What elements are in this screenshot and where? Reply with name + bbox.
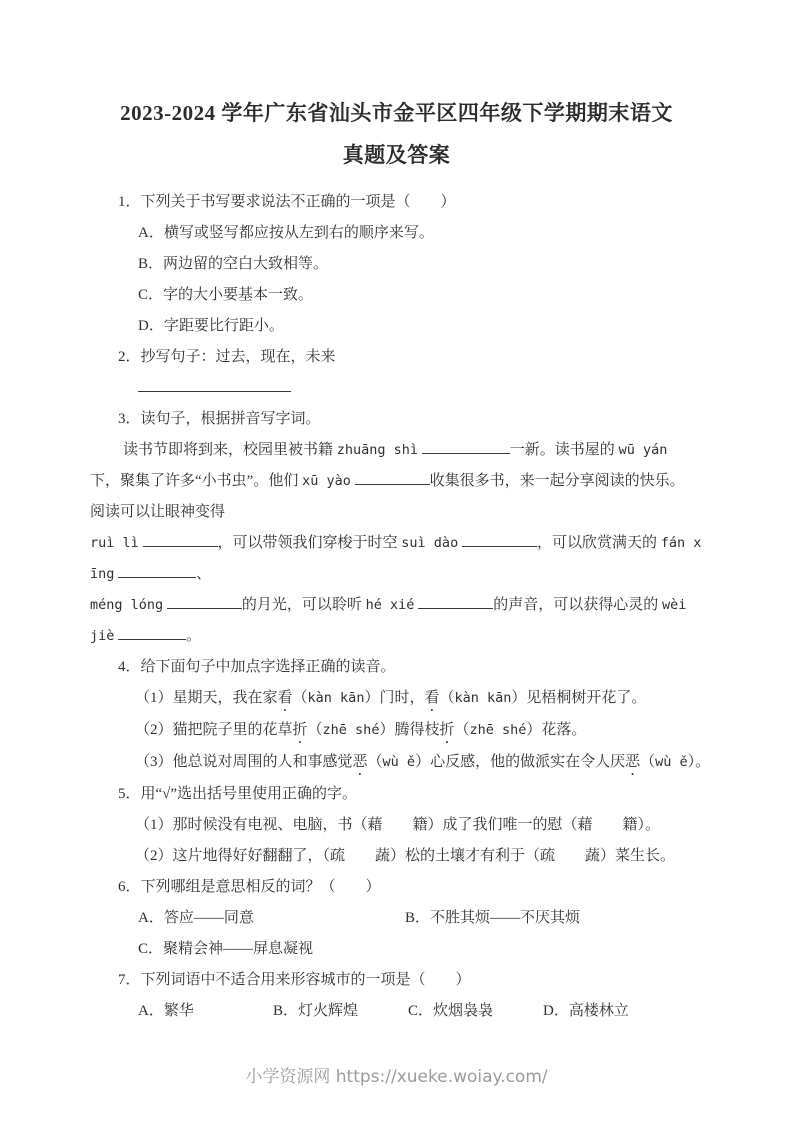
question-line	[90, 342, 707, 373]
text-run: （	[454, 722, 470, 738]
pinyin-run: zhē shé	[469, 722, 527, 738]
answer-blank	[355, 470, 430, 485]
option-line	[90, 249, 707, 280]
question-line	[90, 187, 707, 218]
text-run: （2）猫把院子里的花草	[135, 722, 293, 738]
option-line	[90, 934, 707, 965]
dotted-char: 折	[292, 722, 308, 738]
paragraph-line	[90, 621, 707, 652]
pinyin-run: wū yán	[618, 442, 668, 458]
question-line	[90, 779, 707, 810]
text-run: ）腾得枝	[379, 722, 440, 738]
sub-item-line	[90, 683, 707, 715]
dotted-char: 恶	[352, 754, 368, 770]
text-run: （	[439, 690, 455, 706]
text-run: B．不胜其烦——不厌其烦	[405, 910, 581, 926]
pinyin-run: kàn kān	[454, 690, 512, 706]
answer-blank	[422, 439, 510, 454]
text-run: 2．抄写句子：过去，现在，未来	[118, 349, 336, 365]
text-run: D．高楼林立	[543, 1003, 629, 1019]
sub-item-line	[90, 715, 707, 747]
answer-blank	[167, 594, 242, 609]
dotted-char: 看	[277, 690, 293, 706]
pinyin-run: kàn kān	[307, 690, 365, 706]
answer-blank	[418, 594, 493, 609]
text-run: （	[307, 722, 323, 738]
text-run: 下，聚集了许多“小书虫”。他们	[90, 473, 303, 489]
text-run: （1）星期天，我在家	[135, 690, 278, 706]
dotted-char: 看	[424, 690, 440, 706]
question-line	[90, 404, 707, 435]
text-run: 。	[186, 628, 202, 644]
text-run: 7．下列词语中不适合用来形容城市的一项是（ ）	[118, 972, 471, 988]
text-run: C．聚精会神——屏息凝视	[138, 941, 314, 957]
footer-source-text: 小学资源网 https://xueke.woiay.com/	[245, 1067, 548, 1087]
sub-item-line	[90, 841, 707, 872]
exam-title-line-1: 2023-2024 学年广东省汕头市金平区四年级下学期期末语文	[120, 101, 673, 125]
pinyin-run: suì dào	[401, 535, 459, 551]
text-run: 5．用“√”选出括号里使用正确的字。	[118, 786, 358, 802]
text-run: 1．下列关于书写要求说法不正确的一项是（ ）	[118, 194, 456, 210]
pinyin-run: ruì lì	[90, 535, 139, 551]
pinyin-run: wù ě	[382, 754, 416, 770]
pinyin-run: zhē shé	[322, 722, 380, 738]
answer-blank	[118, 625, 186, 640]
pinyin-run: īng	[90, 566, 115, 582]
option-line	[90, 280, 707, 311]
text-run: A．繁华	[138, 1003, 194, 1019]
option-line	[90, 903, 707, 934]
question-line	[90, 872, 707, 903]
text-run: （	[367, 754, 383, 770]
exam-title	[0, 0, 793, 176]
text-run: （2）这片地得好好翻翻了，（疏 蔬）松的土壤才有利于（疏 蔬）菜生长。	[135, 848, 676, 864]
text-run: 3．读句子，根据拼音写字词。	[118, 411, 321, 427]
text-run: ）心反感，他的做派实在令人厌	[415, 754, 626, 770]
text-run: ，可以欣赏满天的	[536, 535, 661, 551]
pinyin-run: méng lóng	[90, 597, 164, 613]
option-line	[90, 218, 707, 249]
text-run: D．字距要比行距小。	[138, 318, 284, 334]
paragraph-first-line	[90, 435, 707, 466]
paragraph-line	[90, 497, 707, 528]
pinyin-run: wù ě	[655, 754, 688, 770]
text-run: C．炊烟袅袅	[408, 1003, 494, 1019]
option-line	[90, 373, 707, 404]
text-run: B．两边留的空白大致相等。	[138, 256, 329, 272]
answer-blank	[143, 532, 218, 547]
text-run: ，可以带领我们穿梭于时空	[217, 535, 402, 551]
answer-blank	[118, 563, 196, 578]
paragraph-line	[90, 466, 707, 497]
text-run: 收集很多书，来一起分享阅读的快乐。	[429, 473, 685, 489]
paragraph-line	[90, 528, 707, 559]
pinyin-run: xū yào	[302, 473, 351, 489]
option-line	[90, 311, 707, 342]
text-run: （	[640, 754, 656, 770]
text-run: 4．给下面句子中加点字选择正确的读音。	[118, 659, 396, 675]
text-run: ）见梧桐树开花了。	[511, 690, 647, 706]
text-run: A．横写或竖写都应按从左到右的顺序来写。	[138, 225, 434, 241]
dotted-char: 恶	[625, 754, 641, 770]
paragraph-line	[90, 559, 707, 590]
text-run: 的声音，可以获得心灵的	[493, 597, 662, 613]
text-run: A．答应——同意	[138, 910, 254, 926]
pinyin-run: fán x	[660, 535, 702, 551]
question-line	[90, 652, 707, 683]
text-run: B．灯火辉煌	[273, 1003, 359, 1019]
text-run: ）花落。	[526, 722, 587, 738]
document-body	[0, 187, 793, 1027]
text-run: 的月光，可以聆听	[241, 597, 366, 613]
text-run: 6．下列哪组是意思相反的词？（ ）	[118, 879, 381, 895]
text-run: 一新。读书屋的	[509, 442, 619, 458]
exam-title-line-2: 真题及答案	[342, 143, 451, 167]
answer-blank	[138, 377, 291, 392]
pinyin-run: hé xié	[365, 597, 415, 613]
text-run: C．字的大小要基本一致。	[138, 287, 314, 303]
question-line	[90, 965, 707, 996]
answer-blank	[462, 532, 537, 547]
sub-item-line	[90, 747, 711, 779]
text-run: 读书节即将到来，校园里被书籍	[123, 442, 337, 458]
text-run: 、	[196, 566, 212, 582]
text-run: （1）那时候没有电视、电脑，书（藉 籍）成了我们唯一的慰（藉 籍）。	[135, 817, 661, 833]
option-line	[90, 996, 707, 1027]
pinyin-run: wèi	[661, 597, 687, 613]
paragraph-line	[90, 590, 707, 621]
text-run: （3）他总说对周围的人和事感觉	[135, 754, 353, 770]
pinyin-run: jiè	[90, 628, 115, 644]
pinyin-run: zhuāng shì	[336, 442, 419, 458]
dotted-char: 折	[439, 722, 455, 738]
text-run: （	[292, 690, 308, 706]
text-run: ）门时，	[364, 690, 425, 706]
text-run: 阅读可以让眼神变得	[90, 504, 226, 520]
sub-item-line	[90, 810, 707, 841]
text-run: ）。	[687, 754, 711, 770]
